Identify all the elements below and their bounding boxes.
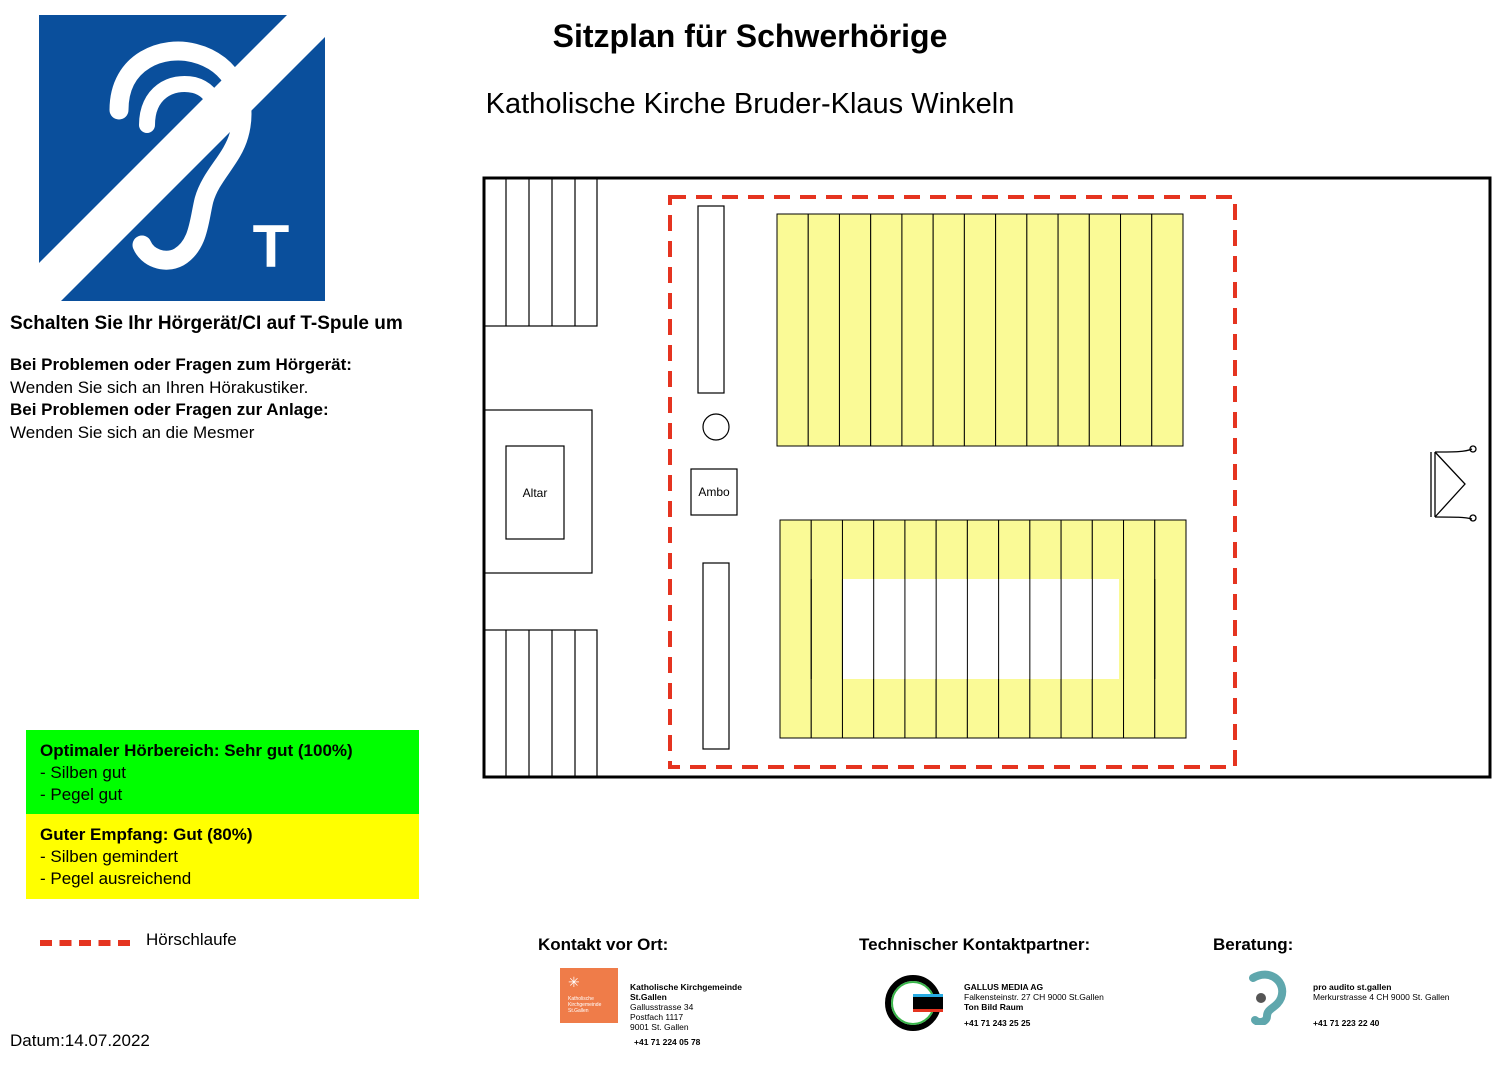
upper-pew-block xyxy=(777,214,1183,446)
floor-plan xyxy=(470,170,1495,790)
pew xyxy=(808,214,839,446)
lower-pew-gap xyxy=(843,579,1119,679)
pew xyxy=(1152,214,1183,446)
contact-address xyxy=(630,982,742,1032)
pew xyxy=(902,214,933,446)
kirchgemeinde-logo xyxy=(560,968,618,1023)
legend-loop-label: Hörschlaufe xyxy=(146,930,237,949)
pro-audito-logo xyxy=(1245,970,1290,1025)
pew xyxy=(933,214,964,446)
tech-heading: Technischer Kontaktpartner: xyxy=(859,935,1091,954)
entrance-door-icon xyxy=(1431,446,1476,521)
contact-street: Gallusstrasse 34 xyxy=(630,1002,694,1012)
pew xyxy=(996,214,1027,446)
front-bench-bottom xyxy=(703,563,729,749)
legend-good-heading: Guter Empfang: Gut (80%) xyxy=(40,825,253,844)
pew xyxy=(777,214,808,446)
pew xyxy=(1121,214,1152,446)
pew xyxy=(1089,214,1120,446)
font-circle xyxy=(703,414,729,440)
contact-heading: Kontakt vor Ort: xyxy=(538,935,669,954)
contact-name: Katholische Kirchgemeinde xyxy=(630,982,742,992)
page-title: Sitzplan für Schwerhörige xyxy=(552,18,948,54)
choir-stalls-bottom xyxy=(484,630,597,777)
advice-name: pro audito st.gallen xyxy=(1313,982,1392,992)
legend-optimal-line1: - Silben gut xyxy=(40,763,126,782)
system-answer: Wenden Sie sich an die Mesmer xyxy=(10,422,255,442)
ambo-label: Ambo xyxy=(698,485,730,499)
page-subtitle: Katholische Kirche Bruder-Klaus Winkeln xyxy=(485,88,1015,120)
logo-letter: T xyxy=(252,213,290,280)
sun-icon: ✳ xyxy=(568,974,580,990)
tech-tagline: Ton Bild Raum xyxy=(964,1002,1024,1012)
hearing-aid-answer: Wenden Sie sich an Ihren Hörakustiker. xyxy=(10,377,309,397)
front-bench-top xyxy=(698,206,724,393)
pew xyxy=(839,214,870,446)
contact-box: Postfach 1117 xyxy=(630,1012,684,1022)
advice-phone: +41 71 223 22 40 xyxy=(1313,1018,1380,1028)
advice-heading: Beratung: xyxy=(1213,935,1294,954)
legend-loop-line xyxy=(40,940,130,946)
help-text xyxy=(10,354,352,444)
advice-address xyxy=(1313,982,1450,1002)
contact-city: 9001 St. Gallen xyxy=(630,1022,689,1032)
kirchgemeinde-logo-text: Katholische Kirchgemeinde St.Gallen xyxy=(568,996,602,1014)
altar-label: Altar xyxy=(522,486,548,500)
pew xyxy=(1155,520,1186,738)
choir-stalls-top xyxy=(484,178,597,326)
pew xyxy=(780,520,811,738)
date-label: Datum:14.07.2022 xyxy=(10,1031,150,1050)
system-question: Bei Problemen oder Fragen zur Anlage: xyxy=(10,400,329,419)
tech-address xyxy=(964,982,1104,1012)
tech-street: Falkensteinstr. 27 CH 9000 St.Gallen xyxy=(964,992,1104,1002)
hearing-loop-logo xyxy=(39,15,325,301)
legend-good-line1: - Silben gemindert xyxy=(40,847,178,866)
gallus-media-logo xyxy=(885,975,945,1031)
legend-optimal xyxy=(26,730,419,814)
hearing-aid-question: Bei Problemen oder Fragen zum Hörgerät: xyxy=(10,355,352,374)
pew xyxy=(811,520,842,738)
pew xyxy=(1027,214,1058,446)
t-coil-instruction: Schalten Sie Ihr Hörgerät/CI auf T-Spule um xyxy=(10,313,403,334)
pew xyxy=(1058,214,1089,446)
legend-good-line2: - Pegel ausreichend xyxy=(40,869,192,888)
pew xyxy=(871,214,902,446)
legend-good xyxy=(26,814,419,899)
advice-street: Merkurstrasse 4 CH 9000 St. Gallen xyxy=(1313,992,1450,1002)
pew xyxy=(1124,520,1155,738)
contact-phone: +41 71 224 05 78 xyxy=(634,1037,701,1047)
tech-name: GALLUS MEDIA AG xyxy=(964,982,1044,992)
tech-phone: +41 71 243 25 25 xyxy=(964,1018,1031,1028)
hearing-loop-t-icon xyxy=(39,15,325,301)
legend-optimal-line2: - Pegel gut xyxy=(40,785,123,804)
contact-name2: St.Gallen xyxy=(630,992,667,1002)
legend-optimal-heading: Optimaler Hörbereich: Sehr gut (100%) xyxy=(40,741,353,760)
pew xyxy=(964,214,995,446)
